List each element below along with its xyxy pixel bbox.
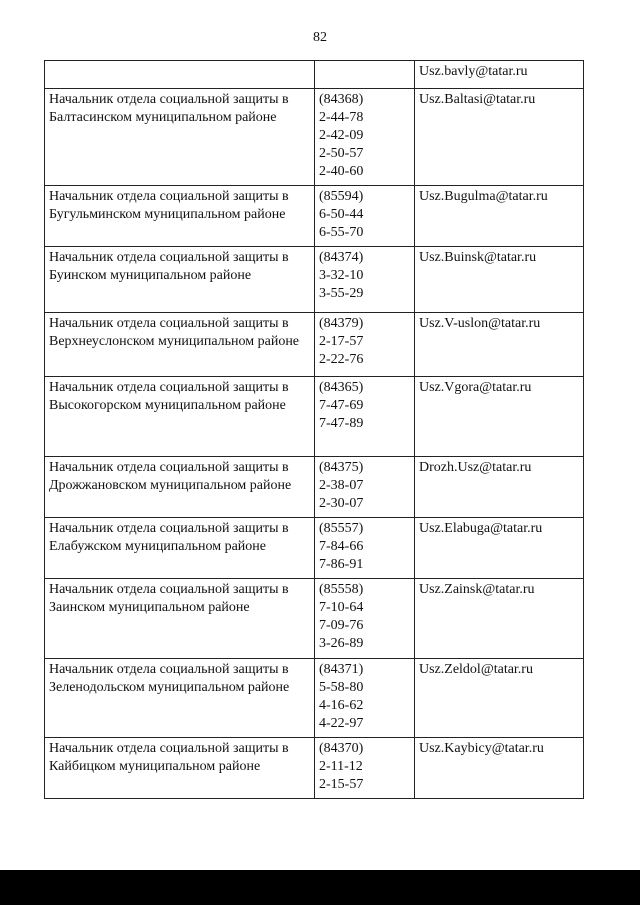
table-row	[45, 518, 584, 579]
phone-number: 2-15-57	[319, 777, 364, 792]
position-cell: Начальник отдела социальной защиты в Бугульминском муниципальном районе	[45, 186, 315, 247]
phone-number: 3-26-89	[319, 636, 364, 651]
phone-number: (84368)	[319, 92, 364, 107]
table-row	[45, 186, 584, 247]
table-row	[45, 89, 584, 186]
phone-number: (84370)	[319, 741, 364, 756]
phone-cell	[315, 61, 415, 89]
position-cell: Начальник отдела социальной защиты в Зеленодольском муниципальном районе	[45, 659, 315, 738]
table-row	[45, 313, 584, 377]
phone-number: 7-10-64	[319, 600, 364, 615]
phone-cell	[315, 738, 415, 799]
position-cell: Начальник отдела социальной защиты в Верхнеуслонском муниципальном районе	[45, 313, 315, 377]
phone-number: (85557)	[319, 521, 364, 536]
page-number: 82	[313, 30, 327, 45]
phone-number: 3-32-10	[319, 268, 364, 283]
scan-bottom-border	[0, 870, 640, 905]
phone-number: 7-86-91	[319, 557, 364, 572]
position-cell: Начальник отдела социальной защиты в Елабужском муниципальном районе	[45, 518, 315, 579]
table-row	[45, 61, 584, 89]
email-cell: Usz.Baltasi@tatar.ru	[415, 89, 584, 186]
phone-number: 4-22-97	[319, 716, 364, 731]
phone-number: (84375)	[319, 460, 364, 475]
email-cell: Usz.Zainsk@tatar.ru	[415, 579, 584, 659]
phone-number: 2-17-57	[319, 334, 364, 349]
phone-number: 2-38-07	[319, 478, 364, 493]
phone-cell	[315, 518, 415, 579]
email-cell: Usz.Elabuga@tatar.ru	[415, 518, 584, 579]
email-cell: Usz.Buinsk@tatar.ru	[415, 247, 584, 313]
phone-number: 7-47-89	[319, 416, 364, 431]
email-cell: Drozh.Usz@tatar.ru	[415, 457, 584, 518]
position-cell	[45, 61, 315, 89]
email-cell: Usz.bavly@tatar.ru	[415, 61, 584, 89]
phone-number: 4-16-62	[319, 698, 364, 713]
phone-cell	[315, 579, 415, 659]
table-row	[45, 738, 584, 799]
phone-cell	[315, 377, 415, 457]
phone-number: 7-09-76	[319, 618, 364, 633]
phone-number: (84371)	[319, 662, 364, 677]
email-cell: Usz.Zeldol@tatar.ru	[415, 659, 584, 738]
table-row	[45, 247, 584, 313]
email-cell: Usz.V-uslon@tatar.ru	[415, 313, 584, 377]
phone-number: (85558)	[319, 582, 364, 597]
phone-number: 3-55-29	[319, 286, 364, 301]
phone-number: 2-30-07	[319, 496, 364, 511]
phone-number: 2-40-60	[319, 164, 364, 179]
phone-number: (85594)	[319, 189, 364, 204]
phone-number: (84374)	[319, 250, 364, 265]
position-cell: Начальник отдела социальной защиты в Кайбицком муниципальном районе	[45, 738, 315, 799]
position-cell: Начальник отдела социальной защиты в Дрожжановском муниципальном районе	[45, 457, 315, 518]
phone-number: 7-84-66	[319, 539, 364, 554]
phone-cell	[315, 186, 415, 247]
table-row	[45, 579, 584, 659]
position-cell: Начальник отдела социальной защиты в Балтасинском муниципальном районе	[45, 89, 315, 186]
phone-number: 2-50-57	[319, 146, 364, 161]
contacts-table	[44, 60, 584, 799]
email-cell: Usz.Bugulma@tatar.ru	[415, 186, 584, 247]
table-row	[45, 659, 584, 738]
phone-number: 2-22-76	[319, 352, 364, 367]
position-cell: Начальник отдела социальной защиты в Заинском муниципальном районе	[45, 579, 315, 659]
phone-number: 2-44-78	[319, 110, 364, 125]
phone-cell	[315, 89, 415, 186]
phone-number: 5-58-80	[319, 680, 364, 695]
phone-cell	[315, 313, 415, 377]
phone-number: 7-47-69	[319, 398, 364, 413]
phone-number: 6-50-44	[319, 207, 364, 222]
table-row	[45, 377, 584, 457]
phone-number: (84365)	[319, 380, 364, 395]
phone-number: 2-42-09	[319, 128, 364, 143]
position-cell: Начальник отдела социальной защиты в Высокогорском муниципальном районе	[45, 377, 315, 457]
email-cell: Usz.Vgora@tatar.ru	[415, 377, 584, 457]
position-cell: Начальник отдела социальной защиты в Буинском муниципальном районе	[45, 247, 315, 313]
phone-number: 6-55-70	[319, 225, 364, 240]
phone-number: 2-11-12	[319, 759, 363, 774]
phone-cell	[315, 457, 415, 518]
phone-number: (84379)	[319, 316, 364, 331]
email-cell: Usz.Kaybicy@tatar.ru	[415, 738, 584, 799]
phone-cell	[315, 247, 415, 313]
phone-cell	[315, 659, 415, 738]
table-row	[45, 457, 584, 518]
